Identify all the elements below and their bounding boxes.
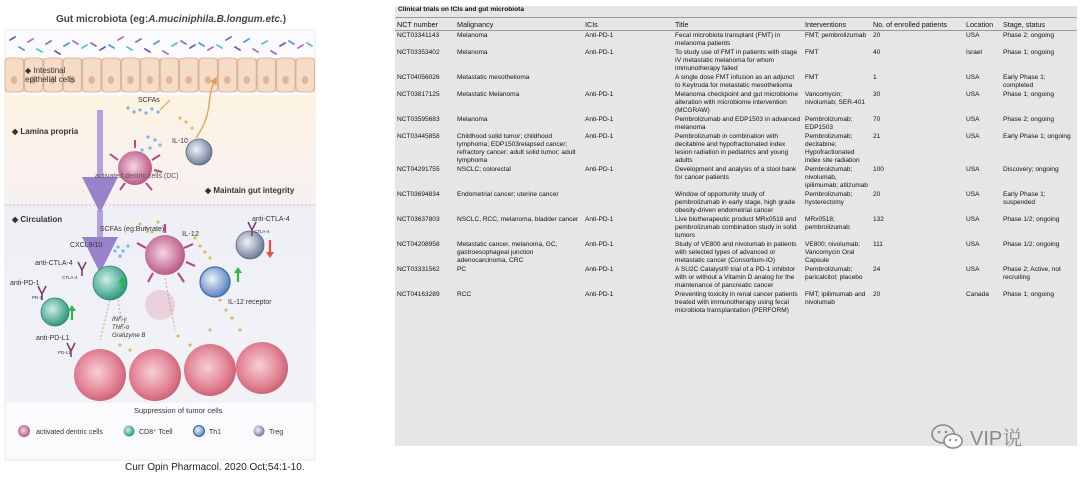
th1-cell: [200, 267, 230, 297]
table-cell: USA: [966, 191, 980, 198]
table-cell: USA: [966, 266, 980, 273]
table-cell: Phase 1/2; ongoing: [1003, 216, 1060, 223]
table-cell: To study use of FMT in patients with stage IV metastatic melanoma for whom immunotherapy failed: [675, 49, 798, 72]
table-cell: NCT03694834: [397, 191, 440, 198]
legend-dc-label: activated dentric cells: [36, 429, 103, 436]
table-cell: FMT: [805, 49, 819, 56]
table-cell: [583, 190, 673, 215]
column-header: Malignancy: [455, 18, 583, 31]
table-cell: Pembrolizumab; EDP1503: [805, 116, 853, 131]
table-cell: Melanoma: [457, 49, 488, 56]
table-row: [395, 240, 1077, 265]
table-row: [395, 48, 1077, 73]
table-cell: Anti-PD-1: [585, 116, 614, 123]
table-cell: 1: [873, 74, 877, 81]
table-cell: NCT03331562: [397, 266, 440, 273]
watermark-text: VIP说: [970, 428, 1023, 450]
table-cell: Preventing toxicity in renal cancer patients treated with immunotherapy using fecal microbiota transplantation (PERFORM): [675, 291, 798, 314]
table-cell: NSCLC; colorectal: [457, 166, 511, 173]
table-cell: 132: [873, 216, 884, 223]
figure-citation: Curr Opin Pharmacol. 2020 Oct;54:1-10.: [125, 462, 305, 473]
table-cell: Anti-PD-1: [585, 291, 614, 298]
label-epithelial-line: ◆ Intestinal: [25, 66, 66, 75]
label-il12-receptor: IL-12 receptor: [228, 299, 272, 306]
column-header: Interventions: [803, 18, 871, 31]
table-header-row: [395, 18, 1077, 31]
table-row: [395, 265, 1077, 290]
label-epithelial-1: [25, 66, 75, 84]
label-granzyme: Granzyme B: [112, 333, 146, 339]
label-lamina: ◆ Lamina propria: [12, 127, 79, 136]
table-cell: Childhood solid tumor; childhood lymphoma; EDP1503relapsed cancer; refractory cancer; adult solid tumor; adult lymphoma: [457, 133, 576, 164]
clinical-trials-table: [395, 17, 1077, 315]
table-cell: Phase 2; ongoing: [1003, 116, 1054, 123]
table-cell: Anti-PD-1: [585, 91, 614, 98]
label-dc: activated dentric cells.(DC): [95, 173, 179, 180]
table-cell: NCT04291755: [397, 166, 440, 173]
label-maintain: ◆ Maintain gut integrity: [205, 186, 295, 195]
table-cell: Phase 2; ongoing: [1003, 32, 1054, 39]
table-cell: Phase 1; ongoing: [1003, 49, 1054, 56]
table-cell: Melanoma checkpoint and gut microbiome alteration with microbiome intervention (MCGRAW): [675, 91, 799, 114]
treg-cell-lamina: [186, 139, 212, 165]
table-cell: Metastatic Melanoma: [457, 91, 520, 98]
table-cell: Anti-PD-1: [585, 133, 614, 140]
table-cell: USA: [966, 74, 980, 81]
table-cell: FMT; ipilimumab and nivolumab: [805, 291, 866, 306]
treg-cell-circulation: [236, 231, 264, 259]
mechanism-figure: [0, 0, 380, 481]
watermark: [930, 418, 1070, 458]
table-cell: USA: [966, 91, 980, 98]
table-cell: RCC: [457, 291, 472, 298]
label-tnf: TNF-α: [112, 325, 130, 331]
wechat-icon: [930, 422, 964, 452]
table-row: [395, 73, 1077, 90]
legend-dc-icon: [18, 425, 30, 437]
dendritic-cell-faded: [145, 290, 175, 320]
table-cell: [583, 73, 673, 90]
table-cell: Anti-PD-1: [585, 49, 614, 56]
legend-treg-icon: [254, 426, 265, 437]
table-cell: Phase 2; Active, not recruiting: [1003, 266, 1061, 281]
legend-th1-label: Th1: [209, 429, 222, 436]
table-cell: NSCLC, RCC, melanoma, bladder cancer: [457, 216, 579, 223]
table-cell: 70: [873, 116, 881, 123]
table-cell: USA: [966, 241, 980, 248]
column-header: NCT number: [395, 18, 455, 31]
table-cell: Anti-PD-1: [585, 241, 614, 248]
table-cell: Fecal microbiota transplant (FMT) in melanoma patients: [675, 32, 781, 47]
table-row: [395, 215, 1077, 240]
label-scfas-butyrate: SCFAs (eg:Butyrate): [100, 226, 165, 233]
table-row: [395, 90, 1077, 115]
table-cell: Early Phase 1; suspended: [1003, 191, 1046, 206]
label-suppression: Suppression of tumor cells: [134, 406, 223, 415]
label-circulation: ◆ Circulation: [12, 215, 63, 224]
table-cell: A SU2C Catalyst® trial of a PD-1 inhibitor with or without a Vitamin D analog for the maintenance of pancreatic cancer: [675, 266, 796, 289]
cd8-cell-left: [41, 298, 69, 326]
table-cell: Anti-PD-1: [585, 32, 614, 39]
table-cell: NCT04208958: [397, 241, 440, 248]
clinical-trials-panel: [395, 6, 1077, 446]
table-cell: NCT03341143: [397, 32, 440, 39]
table-cell: FMT: [805, 74, 819, 81]
table-cell: Phase 1; ongoing: [1003, 91, 1054, 98]
table-cell: USA: [966, 116, 980, 123]
table-cell: Phase 1/2; ongoing: [1003, 241, 1060, 248]
table-cell: USA: [966, 133, 980, 140]
column-header: Title: [673, 18, 803, 31]
table-cell: Metastatic cancer, melanoma, GC, gastroesophageal junction adenocarcinoma, CRC: [457, 241, 558, 264]
table-cell: Anti-PD-1: [585, 166, 614, 173]
table-cell: NCT03637803: [397, 216, 440, 223]
table-cell: Window of opportunity study of pembrolizumab in early stage, high grade obesity-driven endometrial cancer: [675, 191, 796, 214]
table-cell: USA: [966, 216, 980, 223]
table-cell: Canada: [966, 291, 989, 298]
table-cell: Pembrolizumab in combination with decitabine and hypofractionated index lesion radiation in pediatrics and young adults: [675, 133, 789, 164]
table-cell: 40: [873, 49, 881, 56]
table-cell: 30: [873, 91, 881, 98]
table-row: [395, 132, 1077, 165]
table-cell: 111: [873, 241, 883, 248]
label-anti-pd1: anti-PD-1: [10, 280, 40, 287]
table-cell: VE800; nivolumab; Vancomycin Oral Capsule: [805, 241, 860, 264]
table-cell: Live biotherapeutic product MRx0518 and pembrolizumab combination study in solid tumors: [675, 216, 797, 239]
label-pd1: PD-1: [32, 295, 43, 300]
table-cell: 20: [873, 191, 881, 198]
table-cell: 21: [873, 133, 881, 140]
table-cell: Endometrial cancer; uterine cancer: [457, 191, 559, 198]
table-cell: Anti-PD-1: [585, 216, 614, 223]
table-cell: Israel: [966, 49, 983, 56]
table-cell: Melanoma: [457, 32, 488, 39]
table-cell: NCT04056026: [397, 74, 440, 81]
table-cell: Pembrolizumab; nivolumab, ipilimumab; atlizumab: [805, 166, 868, 189]
label-ctla4-left: CTLA-4: [62, 275, 78, 280]
label-pdl1: PD-L1: [58, 350, 71, 355]
table-cell: MRx0518; pembrolizumab: [805, 216, 850, 231]
table-cell: Study of VE800 and nivolumab in patients with selected types of advanced or metastatic cancer (Consortium-IO): [675, 241, 797, 264]
label-epithelial-line2: epithelial cells: [25, 75, 75, 84]
label-il12: IL-12: [182, 229, 200, 238]
table-cell: 20: [873, 32, 881, 39]
label-ifn: INF-γ: [112, 317, 127, 323]
table-cell: NCT03353402: [397, 49, 440, 56]
table-cell: Pembrolizumab; decitabine; Hypofractionated index site radiation: [805, 133, 860, 164]
table-cell: A single dose FMT infusion as an adjunct to Keytruda for metastatic mesothelioma: [675, 74, 795, 89]
label-scfas-top: SCFAs: [138, 97, 160, 104]
table-cell: Development and analysis of a stool bank for cancer patients: [675, 166, 797, 181]
legend-th1-icon: [194, 426, 205, 437]
table-cell: PC: [457, 266, 467, 273]
column-header: No. of enrolled patients: [871, 18, 964, 31]
table-cell: Pembrolizumab; hysterectomy: [805, 191, 853, 206]
table-cell: NCT03595683: [397, 116, 440, 123]
table-cell: Pembrolizumab and EDP1503 in advanced melanoma: [675, 116, 801, 131]
table-cell: Metastatic mesothelioma: [457, 74, 530, 81]
legend-treg-label: Treg: [269, 429, 284, 436]
table-cell: Early Phase 1; completed: [1003, 74, 1046, 89]
label-il10: IL-10: [172, 138, 188, 145]
table-row: [395, 290, 1077, 315]
column-header: ICIs: [583, 18, 673, 31]
legend-cd8-label: CD8⁺ Tcell: [139, 429, 173, 436]
mechanism-diagram: [0, 0, 380, 481]
table-row: [395, 190, 1077, 215]
label-anti-pdl1: anti-PD-L1: [36, 335, 70, 342]
table-row: [395, 115, 1077, 132]
legend-cd8-icon: [124, 426, 135, 437]
table-cell: 20: [873, 291, 881, 298]
label-anti-ctla4-right: anti-CTLA-4: [252, 216, 290, 223]
column-header: Stage, status: [1001, 18, 1077, 31]
table-cell: USA: [966, 166, 980, 173]
table-cell: Melanoma: [457, 116, 488, 123]
table-row: [395, 165, 1077, 190]
table-cell: Vancomycin; nivolumab; SER-401: [805, 91, 866, 106]
column-header: Location: [964, 18, 1001, 31]
table-cell: Pembrolizumab; paricalcitol; placebo: [805, 266, 863, 281]
figure-title: Gut microbiota (eg:A.muciniphila.B.longum.etc.): [56, 14, 287, 25]
table-cell: Early Phase 1; ongoing: [1003, 133, 1071, 140]
table-cell: Discovery; ongoing: [1003, 166, 1059, 173]
table-cell: Phase 1; ongoing: [1003, 291, 1054, 298]
label-anti-ctla4-left: anti-CTLA-4: [35, 260, 73, 267]
table-cell: FMT; pembrolizumab: [805, 32, 867, 39]
label-ctla4-right: CTLA-4: [254, 229, 270, 234]
table-cell: 24: [873, 266, 881, 273]
table-row: [395, 31, 1077, 49]
table-cell: Anti-PD-1: [585, 266, 614, 273]
table-cell: USA: [966, 32, 980, 39]
table-cell: NCT03817125: [397, 91, 440, 98]
table-caption: Clinical trials on ICIs and gut microbiota: [398, 6, 525, 13]
table-cell: NCT04163289: [397, 291, 440, 298]
label-cxcl: CXCL9/10: [70, 242, 103, 249]
table-cell: NCT03445858: [397, 133, 440, 140]
table-cell: 100: [873, 166, 884, 173]
